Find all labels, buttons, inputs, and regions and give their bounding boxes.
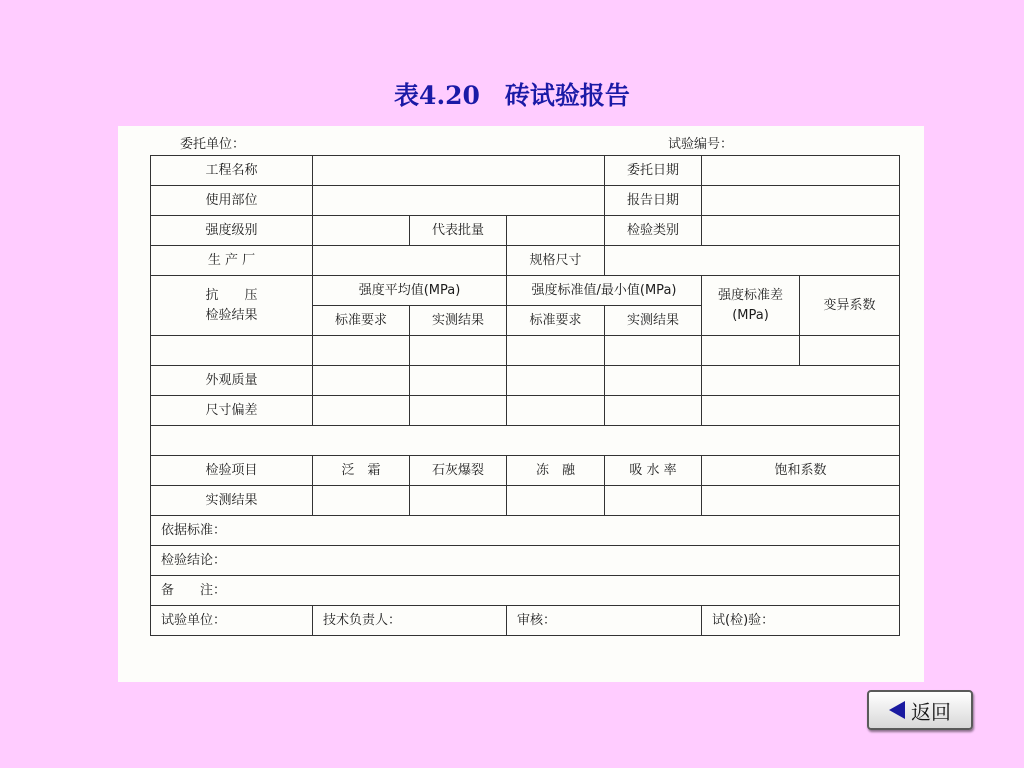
lime-burst-header: 石灰爆裂 <box>410 456 507 486</box>
inspection-category-label: 检验类别 <box>605 216 702 246</box>
manufacturer-value[interactable] <box>313 246 507 276</box>
inspection-item-label: 检验项目 <box>151 456 313 486</box>
tech-lead-label: 技术负责人： <box>313 606 507 636</box>
table-row <box>151 576 900 606</box>
avg-measured-header: 实测结果 <box>410 306 507 336</box>
strength-std-dev-header: 强度标准差(MPa) <box>702 276 800 336</box>
compression-label-line1: 抗 压 <box>205 287 258 303</box>
avg-std-requirement-header: 标准要求 <box>313 306 410 336</box>
table-row <box>151 336 900 366</box>
representative-batch-label: 代表批量 <box>410 216 507 246</box>
report-date-value[interactable] <box>702 186 900 216</box>
blank-cell[interactable] <box>313 396 410 426</box>
table-row <box>151 156 900 186</box>
freeze-thaw-header: 冻 融 <box>507 456 605 486</box>
test-unit-label: 试验单位： <box>151 606 313 636</box>
blank-cell[interactable] <box>800 336 900 366</box>
table-row <box>151 366 900 396</box>
blank-cell[interactable] <box>605 336 702 366</box>
variation-coef-header: 变异系数 <box>800 276 900 336</box>
commission-date-label: 委托日期 <box>605 156 702 186</box>
blank-row[interactable] <box>151 426 900 456</box>
back-button-label: 返回 <box>911 699 951 724</box>
back-arrow-icon <box>889 701 905 719</box>
measured-result-label: 实测结果 <box>151 486 313 516</box>
efflorescence-header: 泛 霜 <box>313 456 410 486</box>
report-date-label: 报告日期 <box>605 186 702 216</box>
table-row <box>151 396 900 426</box>
usage-location-label: 使用部位 <box>151 186 313 216</box>
project-name-value[interactable] <box>313 156 605 186</box>
blank-cell[interactable] <box>605 396 702 426</box>
spec-size-value[interactable] <box>605 246 900 276</box>
project-name-label: 工程名称 <box>151 156 313 186</box>
test-number-label: 试验编号： <box>668 137 734 152</box>
blank-cell[interactable] <box>410 396 507 426</box>
spec-size-label: 规格尺寸 <box>507 246 605 276</box>
avg-strength-header: 强度平均值(MPa) <box>313 276 507 306</box>
table-row <box>151 606 900 636</box>
reviewer-label: 审核： <box>507 606 702 636</box>
strength-grade-label: 强度级别 <box>151 216 313 246</box>
compression-result-label <box>151 276 313 336</box>
min-measured-header: 实测结果 <box>605 306 702 336</box>
blank-cell[interactable] <box>702 396 900 426</box>
blank-cell[interactable] <box>410 486 507 516</box>
table-row <box>151 426 900 456</box>
blank-cell[interactable] <box>507 486 605 516</box>
blank-cell[interactable] <box>507 336 605 366</box>
blank-cell[interactable] <box>702 486 900 516</box>
blank-cell[interactable] <box>313 336 410 366</box>
blank-cell[interactable] <box>702 366 900 396</box>
blank-cell[interactable] <box>605 486 702 516</box>
blank-cell[interactable] <box>410 336 507 366</box>
compression-label-line2: 检验结果 <box>205 307 258 323</box>
inspection-category-value[interactable] <box>702 216 900 246</box>
table-row <box>151 186 900 216</box>
strength-grade-value[interactable] <box>313 216 410 246</box>
basis-standard-field[interactable]: 依据标准： <box>151 516 900 546</box>
blank-cell[interactable] <box>313 366 410 396</box>
tester-label: 试(检)验： <box>702 606 900 636</box>
saturation-coef-header: 饱和系数 <box>702 456 900 486</box>
table-row <box>151 546 900 576</box>
blank-cell[interactable] <box>151 336 313 366</box>
table-row <box>151 456 900 486</box>
table-row <box>151 486 900 516</box>
representative-batch-value[interactable] <box>507 216 605 246</box>
blank-cell[interactable] <box>605 366 702 396</box>
std-min-strength-header: 强度标准值/最小值(MPa) <box>507 276 702 306</box>
blank-cell[interactable] <box>313 486 410 516</box>
min-std-requirement-header: 标准要求 <box>507 306 605 336</box>
blank-cell[interactable] <box>507 366 605 396</box>
report-table <box>150 155 900 636</box>
commission-date-value[interactable] <box>702 156 900 186</box>
blank-cell[interactable] <box>702 336 800 366</box>
usage-location-value[interactable] <box>313 186 605 216</box>
size-deviation-label: 尺寸偏差 <box>151 396 313 426</box>
brick-test-report-form <box>118 126 924 682</box>
table-row <box>151 516 900 546</box>
table-row <box>151 276 900 306</box>
remarks-field[interactable]: 备 注： <box>151 576 900 606</box>
blank-cell[interactable] <box>507 396 605 426</box>
water-absorption-header: 吸 水 率 <box>605 456 702 486</box>
table-row <box>151 246 900 276</box>
slide-title: 表4.20 砖试验报告 <box>394 81 630 110</box>
back-button[interactable] <box>867 690 973 730</box>
conclusion-field[interactable]: 检验结论： <box>151 546 900 576</box>
manufacturer-label: 生 产 厂 <box>151 246 313 276</box>
blank-cell[interactable] <box>410 366 507 396</box>
appearance-quality-label: 外观质量 <box>151 366 313 396</box>
table-row <box>151 216 900 246</box>
client-unit-label: 委托单位： <box>180 137 246 152</box>
